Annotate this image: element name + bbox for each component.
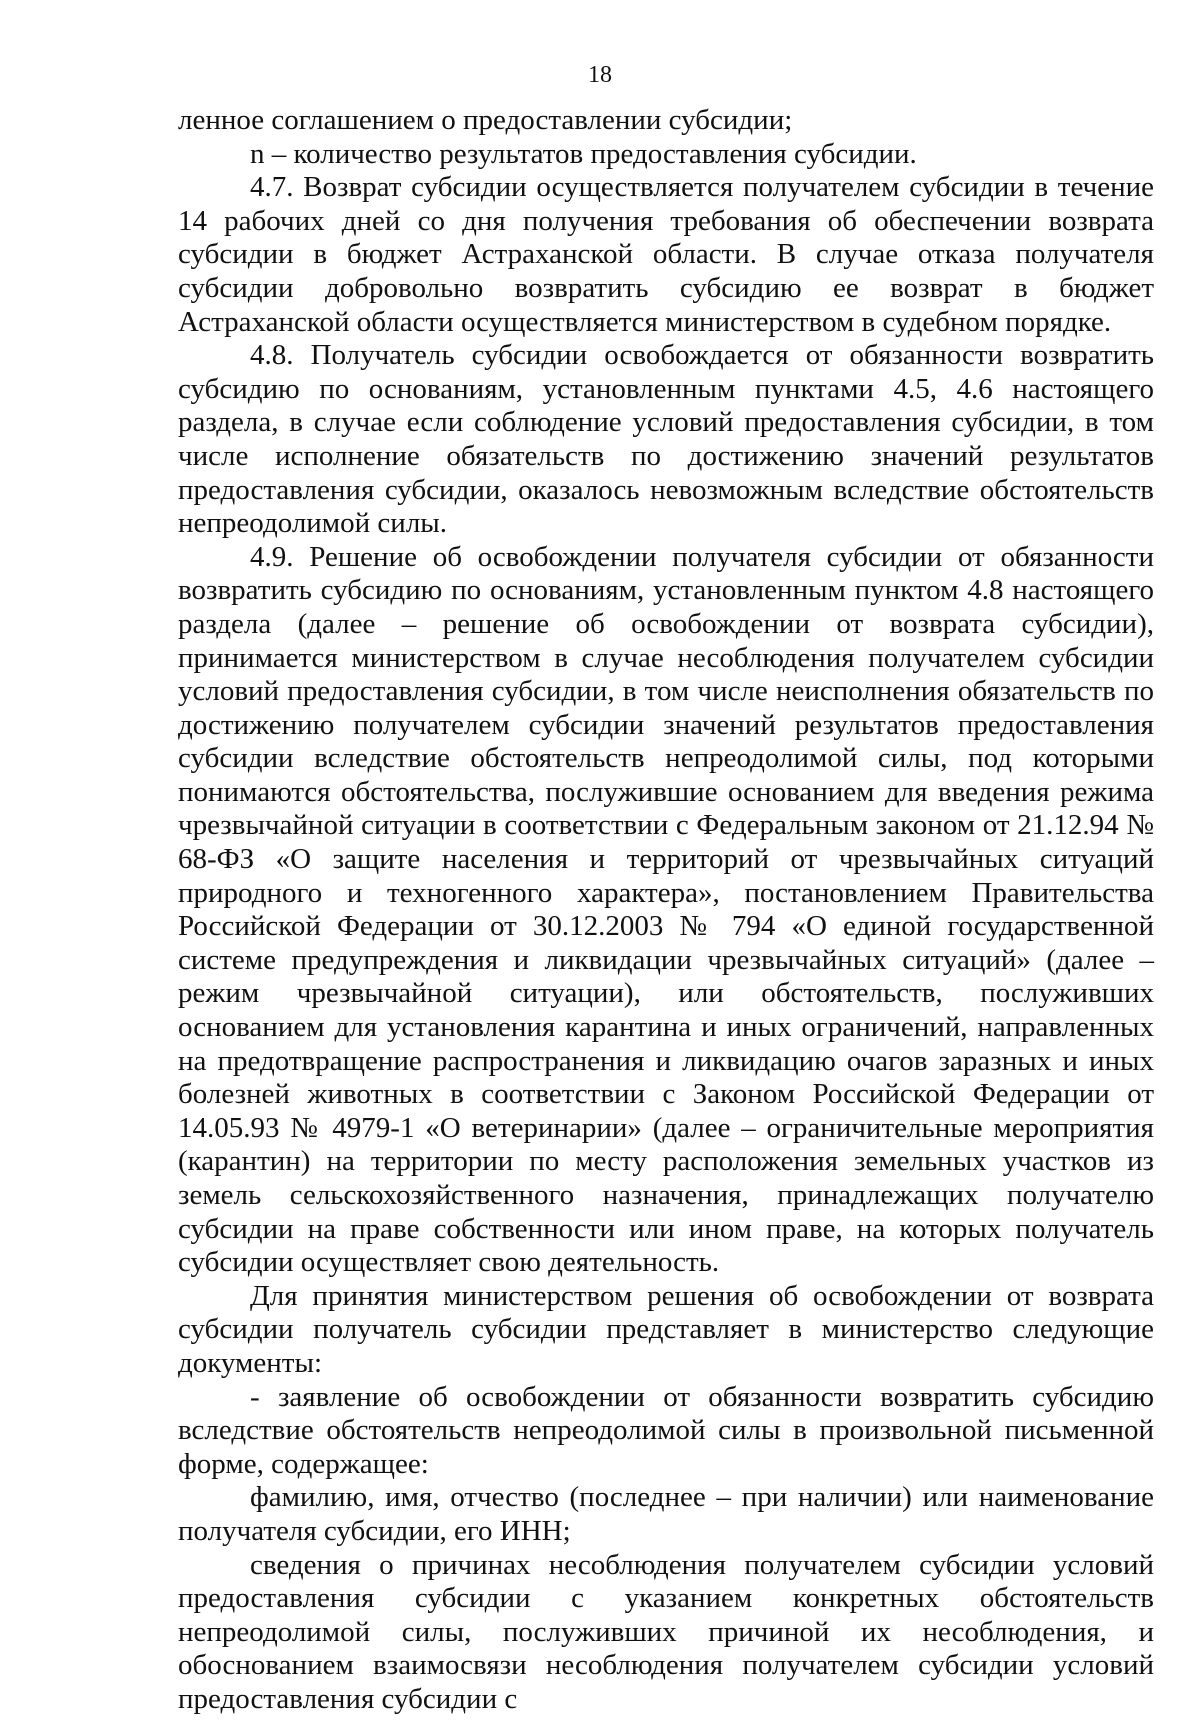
page-number: 18 (588, 62, 612, 88)
paragraph: 4.9. Решение об освобождении получателя субсидии от обязанности возвратить субсидию по основаниям, установленным пунктом 4.8 настоящего раздела (далее – решение об освобождении от возврата субсидии), принимается министерством в случае несоблюдения получателем субсидии условий предоставления субсидии, в том числе неисполнения обязательств по достижению получателем субсидии значений результатов предоставления субсидии вследствие обстоятельств непреодолимой силы, под которыми понимаются обстоятельства, послужившие основанием для введения режима чрезвычайной ситуации в соответствии с Федеральным законом от 21.12.94 № 68-ФЗ «О защите населения и территорий от чрезвычайных ситуаций природного и техногенного характера», постановлением Правительства Российской Федерации от 30.12.2003 № 794 «О единой государственной системе предупреждения и ликвидации чрезвычайных ситуаций» (далее – режим чрезвычайной ситуации), или обстоятельств, послуживших основанием для установления карантина и иных ограничений, направленных на предотвращение распространения и ликвидацию очагов заразных и иных болезней животных в соответствии с Законом Российской Федерации от 14.05.93 № 4979-1 «О ветеринарии» (далее – ограничительные мероприятия (карантин) на территории по месту расположения земельных участков из земель сельскохозяйственного назначения, принадлежащих получателю субсидии на праве собственности или ином праве, на которых получатель субсидии осуществляет свою деятельность. (178, 540, 1154, 1279)
paragraph: - заявление об освобождении от обязанности возвратить субсидию вследствие обстоятельств непреодолимой силы в произвольной письменной форме, содержащее: (178, 1380, 1154, 1480)
paragraph: 4.7. Возврат субсидии осуществляется получателем субсидии в течение 14 рабочих дней со дня получения требования об обеспечении возврата субсидии в бюджет Астраханской области. В случае отказа получателя субсидии добровольно возвратить субсидию ее возврат в бюджет Астраханской области осуществляется министерством в судебном порядке. (178, 171, 1154, 338)
paragraph: n – количество результатов предоставления субсидии. (250, 137, 917, 170)
paragraph: Для принятия министерством решения об освобождении от возврата субсидии получатель субсидии представляет в министерство следующие документы: (178, 1279, 1154, 1379)
paragraph: сведения о причинах несоблюдения получателем субсидии условий предоставления субсидии с указанием конкретных обстоятельств непреодолимой силы, послуживших причиной их несоблюдения, и обоснованием взаимосвязи несоблюдения получателем субсидии условий предоставления субсидии с (178, 1548, 1154, 1715)
paragraph: ленное соглашением о предоставлении субсидии; (178, 104, 793, 136)
document-body (178, 104, 1154, 1717)
paragraph: 4.8. Получатель субсидии освобождается от обязанности возвратить субсидию по основаниям, установленным пунктами 4.5, 4.6 настоящего раздела, в случае если соблюдение условий предоставления субсидии, в том числе исполнение обязательств по достижению значений результатов предоставления субсидии, оказалось невозможным вследствие обстоятельств непреодолимой силы. (178, 339, 1154, 540)
paragraph: фамилию, имя, отчество (последнее – при наличии) или наименование получателя субсидии, его ИНН; (178, 1481, 1154, 1547)
